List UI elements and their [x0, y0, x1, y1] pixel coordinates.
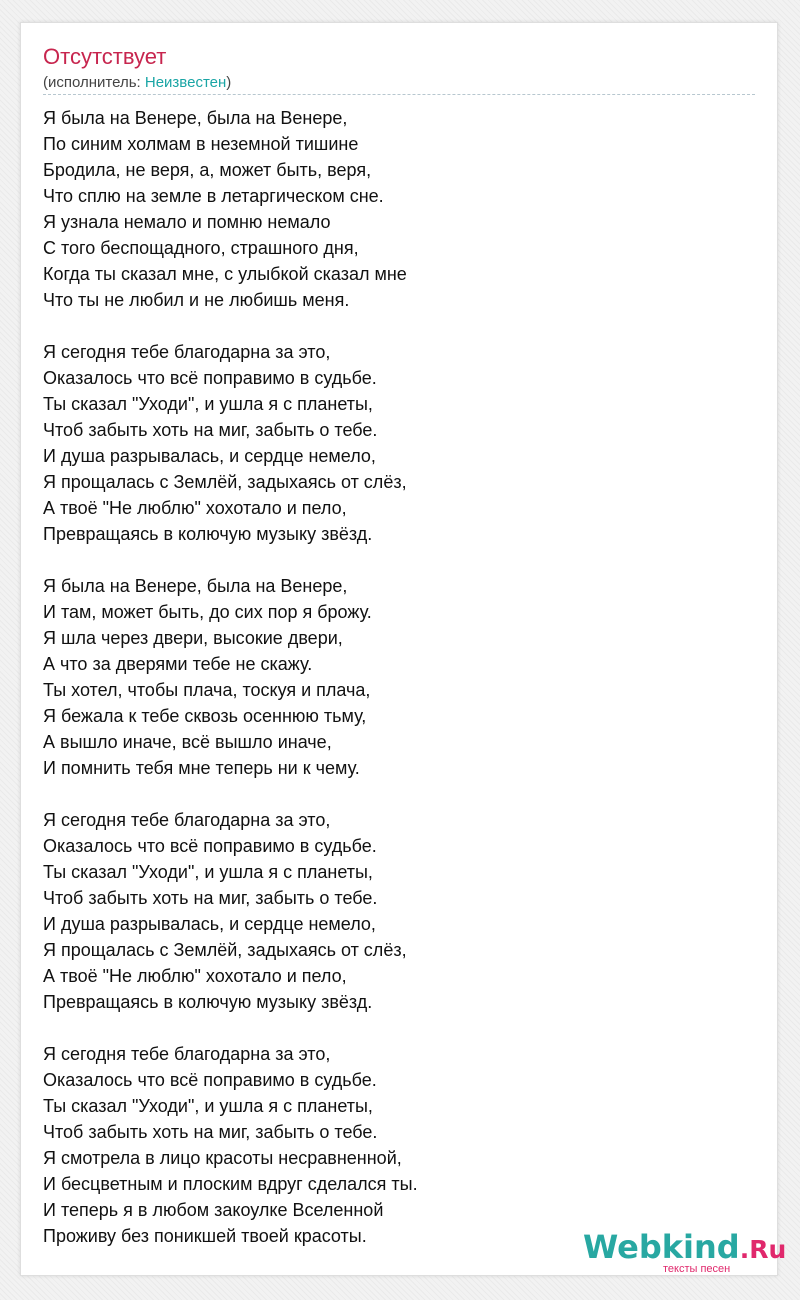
lyric-line: Чтоб забыть хоть на миг, забыть о тебе. — [43, 888, 378, 908]
lyric-line: Чтоб забыть хоть на миг, забыть о тебе. — [43, 420, 378, 440]
lyric-line: Я прощалась с Землёй, задыхаясь от слёз, — [43, 472, 407, 492]
artist-line — [43, 73, 231, 93]
logo-tld: .Ru — [739, 1235, 787, 1264]
lyric-line: Я была на Венере, была на Венере, — [43, 576, 348, 596]
lyrics-card — [20, 22, 787, 1276]
lyric-line: И душа разрывалась, и сердце немело, — [43, 914, 376, 934]
stanza — [43, 1041, 755, 1249]
lyric-line: Оказалось что всё поправимо в судьбе. — [43, 836, 377, 856]
lyric-line: Проживу без поникшей твоей красоты. — [43, 1226, 367, 1246]
song-title: Отсутствует — [43, 44, 167, 69]
lyric-line: По синим холмам в неземной тишине — [43, 134, 359, 154]
lyric-line: Я сегодня тебе благодарна за это, — [43, 342, 331, 362]
lyrics-body — [43, 105, 755, 1275]
lyric-line: А твоё "Не люблю" хохотало и пело, — [43, 966, 347, 986]
logo-tagline: тексты песен — [663, 1263, 731, 1275]
lyric-line: Ты хотел, чтобы плача, тоскуя и плача, — [43, 680, 371, 700]
stanza — [43, 573, 755, 781]
lyric-line: Когда ты сказал мне, с улыбкой сказал мне — [43, 264, 407, 284]
artist-suffix: ) — [226, 74, 232, 91]
stanza — [43, 339, 755, 547]
stanza — [43, 807, 755, 1015]
lyric-line: И душа разрывалась, и сердце немело, — [43, 446, 376, 466]
lyric-line: И бесцветным и плоским вдруг сделался ты. — [43, 1174, 418, 1194]
site-logo[interactable] — [583, 1228, 787, 1277]
lyric-line: Оказалось что всё поправимо в судьбе. — [43, 1070, 377, 1090]
lyric-line: И там, может быть, до сих пор я брожу. — [43, 602, 372, 622]
lyric-line: А твоё "Не люблю" хохотало и пело, — [43, 498, 347, 518]
lyric-line: Оказалось что всё поправимо в судьбе. — [43, 368, 377, 388]
lyric-line: Ты сказал "Уходи", и ушла я с планеты, — [43, 862, 373, 882]
lyric-line: Я сегодня тебе благодарна за это, — [43, 810, 331, 830]
lyric-line: А вышло иначе, всё вышло иначе, — [43, 732, 332, 752]
lyric-line: И теперь я в любом закоулке Вселенной — [43, 1200, 384, 1220]
logo-name: Webkind — [583, 1228, 740, 1266]
lyric-line: Я бежала к тебе сквозь осеннюю тьму, — [43, 706, 367, 726]
lyric-line: Я узнала немало и помню немало — [43, 212, 331, 232]
lyric-line: Я шла через двери, высокие двери, — [43, 628, 343, 648]
lyric-line: Превращаясь в колючую музыку звёзд. — [43, 992, 373, 1012]
artist-link[interactable]: Неизвестен — [144, 74, 227, 91]
lyric-line: Ты сказал "Уходи", и ушла я с планеты, — [43, 394, 373, 414]
lyric-line: А что за дверями тебе не скажу. — [43, 654, 313, 674]
stanza — [43, 105, 755, 313]
artist-prefix: (исполнитель: — [43, 74, 145, 91]
lyric-line: Чтоб забыть хоть на миг, забыть о тебе. — [43, 1122, 378, 1142]
lyric-line: Я сегодня тебе благодарна за это, — [43, 1044, 331, 1064]
lyric-line: Превращаясь в колючую музыку звёзд. — [43, 524, 373, 544]
lyric-line: Я смотрела в лицо красоты несравненной, — [43, 1148, 402, 1168]
lyric-line: Что сплю на земле в летаргическом сне. — [43, 186, 384, 206]
title-divider — [43, 94, 755, 95]
lyric-line: И помнить тебя мне теперь ни к чему. — [43, 758, 360, 778]
lyric-line: Ты сказал "Уходи", и ушла я с планеты, — [43, 1096, 373, 1116]
lyric-line: Я была на Венере, была на Венере, — [43, 108, 348, 128]
lyric-line: Я прощалась с Землёй, задыхаясь от слёз, — [43, 940, 407, 960]
lyric-line: С того беспощадного, страшного дня, — [43, 238, 359, 258]
lyric-line: Бродила, не веря, а, может быть, веря, — [43, 160, 372, 180]
lyric-line: Что ты не любил и не любишь меня. — [43, 290, 350, 310]
